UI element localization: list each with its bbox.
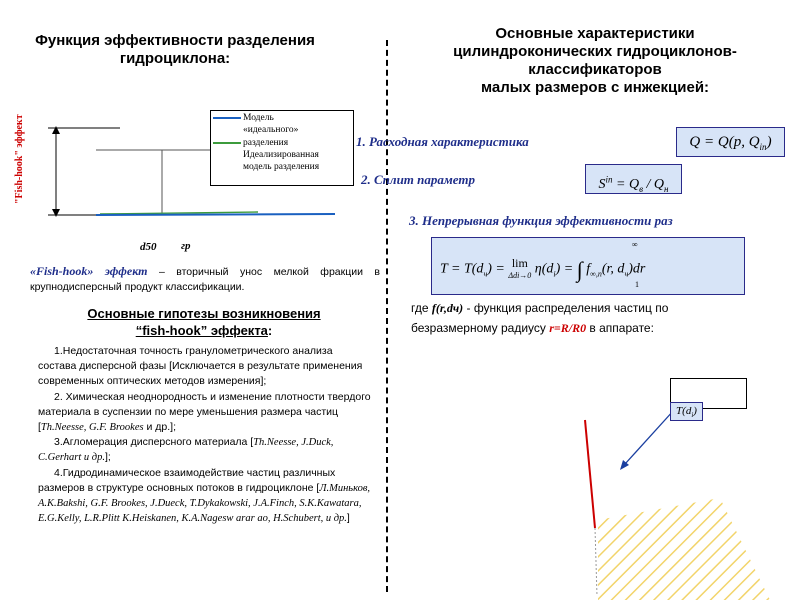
where-mid: - функция распределения частиц по безразмерному радиусу bbox=[411, 301, 669, 335]
hypotheses-list bbox=[38, 344, 373, 526]
hypothesis-2-text: 2. Химическая неоднородность и изменение плотности твердого материала в суспензии по мере уменьшения размера частиц [ bbox=[38, 390, 371, 434]
hypothesis-1 bbox=[38, 344, 373, 390]
red-wall-line bbox=[585, 420, 595, 528]
right-title-line2: цилиндроконических гидроциклонов- bbox=[453, 43, 737, 60]
chart-legend bbox=[210, 110, 354, 186]
hypothesis-2 bbox=[38, 390, 373, 436]
hypothesis-3-tail: ]; bbox=[104, 451, 111, 464]
x-label-d50: d50 bbox=[140, 241, 157, 253]
where-prefix: где bbox=[411, 301, 432, 315]
hatched-region bbox=[598, 498, 770, 600]
legend-swatch-green bbox=[213, 142, 241, 144]
where-f: f(r,dч) bbox=[431, 301, 464, 315]
apparatus-diagram bbox=[570, 400, 770, 600]
fishhook-arrow-bottom bbox=[52, 209, 60, 217]
hypothesis-4-refs: Л.Миньков, A.K.Bakshi, G.F. Brookes, J.Dueck, T.Dykakowski, J.A.Finch, S.K.Kawatara, E.G.Kelly, L.R.Plitt K.Heiskanen, K.A.Nagesw arar ao, H.Schubert, и др. bbox=[38, 482, 371, 525]
left-title-line1: Функция эффективности разделения bbox=[35, 32, 315, 49]
legend-line2: «идеального» bbox=[243, 125, 299, 136]
formula-flow-text: Q = Q(p, $Q_{in}$) bbox=[689, 134, 772, 152]
hypothesis-3-refs: Th.Neesse, J.Duck, C.Gerhart и др. bbox=[38, 437, 334, 464]
legend-line5: модель разделения bbox=[243, 162, 320, 173]
formula-upper-limit: ∞ bbox=[632, 240, 638, 249]
hypothesis-3-text: 3.Агломерация дисперсного материала [ bbox=[54, 436, 254, 449]
hypothesis-4 bbox=[38, 466, 373, 527]
right-title bbox=[400, 25, 790, 97]
red-wall-continuation bbox=[595, 528, 597, 596]
where-description bbox=[411, 298, 741, 338]
hypotheses-title-line1: Основные гипотезы возникновения bbox=[87, 306, 321, 321]
formula-split-text: $S^{in} = Q_в / Q_н$ bbox=[598, 174, 669, 194]
hypothesis-2-tail: и др.]; bbox=[143, 421, 177, 434]
right-title-line3: классификаторов bbox=[528, 61, 662, 78]
right-title-line4: малых размеров с инжекцией: bbox=[480, 79, 710, 96]
item-split-parameter: 2. Сплит параметр bbox=[361, 172, 476, 187]
item-efficiency-function: 3. Непрерывная функция эффективности раз bbox=[409, 213, 673, 228]
legend-line1: Модель bbox=[243, 113, 274, 123]
fishhook-description bbox=[30, 264, 380, 295]
hypothesis-4-text: 4.Гидродинамическое взаимодействие частиц различных размеров в структуре основных потоков в гидроциклоне [ bbox=[38, 466, 336, 494]
legend-swatch-blue bbox=[213, 117, 241, 119]
hypotheses-title-line2-wrap bbox=[36, 322, 372, 339]
formula-efficiency-text: $T = T(d_ч) = \lim$ Δdi→0 $\eta(d_i)$ = ∫ $f_{\infty,n}(r$, $d_ч)dr$ bbox=[440, 256, 646, 282]
hypothesis-3 bbox=[38, 435, 373, 465]
t-label: $T(d_i)$ bbox=[676, 405, 697, 420]
baseline-axis bbox=[96, 214, 335, 215]
where-r: r=R/R0 bbox=[549, 321, 587, 335]
pointer-line bbox=[625, 410, 674, 464]
x-label-gr: гр bbox=[181, 240, 191, 252]
formula-efficiency bbox=[431, 237, 745, 295]
fishhook-arrow-top bbox=[52, 126, 60, 134]
fishhook-term: «Fish-hook» эффект bbox=[30, 264, 148, 278]
where-tail: в аппарате: bbox=[586, 321, 654, 335]
hypothesis-1-text: 1.Недостаточная точность гранулометрического анализа состава дисперсной фазы [Исключается в результате применения современных оптических методов измерения]; bbox=[38, 345, 363, 388]
legend-line4: Идеализированная bbox=[243, 149, 319, 160]
fishhook-desc: – вторичный унос мелкой фракции в крупнодисперсный продукт классификации. bbox=[30, 266, 380, 293]
column-divider bbox=[386, 40, 388, 592]
hypotheses-title bbox=[36, 305, 372, 339]
hypothesis-4-tail: ] bbox=[346, 512, 350, 525]
item-flow-characteristic: 1. Расходная характеристика bbox=[356, 134, 529, 149]
formula-flow bbox=[676, 127, 785, 157]
fishhook-axis-label: "Fish-hook" эффект bbox=[14, 114, 25, 204]
right-title-line1: Основные характеристики bbox=[495, 25, 695, 42]
formula-lower-limit: 1 bbox=[635, 280, 639, 289]
left-title-line2: гидроциклона: bbox=[119, 50, 231, 67]
hypothesis-2-refs: Th.Neesse, G.F. Brookes bbox=[40, 422, 144, 434]
formula-split bbox=[585, 164, 682, 194]
left-title bbox=[0, 32, 364, 68]
hypotheses-title-line2: “fish-hook” эффекта bbox=[135, 323, 268, 338]
hypotheses-title-colon: : bbox=[267, 323, 273, 338]
t-label-box bbox=[670, 402, 703, 421]
legend-line3: разделения bbox=[243, 137, 289, 148]
